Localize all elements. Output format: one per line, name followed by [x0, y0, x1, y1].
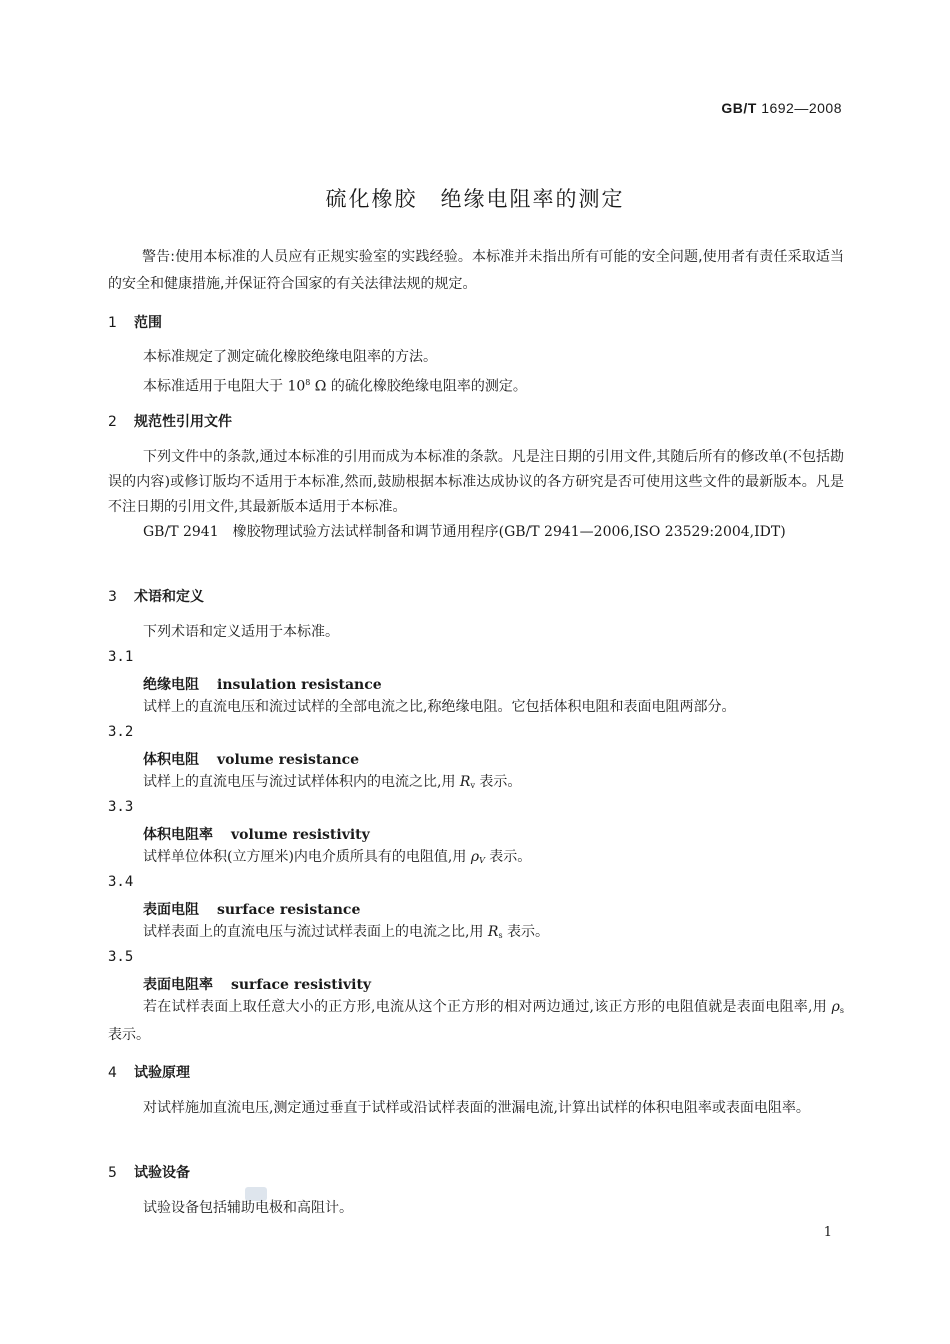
symbol-subscript: s [839, 1006, 844, 1015]
paragraph: 本标准适用于电阻大于 $10^8$ Ω 的硫化橡胶绝缘电阻率的测定。 [143, 378, 527, 395]
page-number: 1 [823, 1225, 832, 1240]
term-entry [143, 974, 371, 994]
term-definition: 试样上的直流电压与流过试样体积内的电流之比,用 Rv 表示。 [143, 774, 522, 790]
term-entry [143, 674, 382, 694]
section-number: 5 [108, 1165, 117, 1181]
subsection-number: 3.4 [108, 874, 134, 890]
subsection-number: 3.5 [108, 949, 134, 965]
section-number: 1 [108, 315, 117, 331]
paragraph: 下列文件中的条款,通过本标准的引用而成为本标准的条款。凡是注日期的引用文件,其随后所有的修改单(不包括勘误的内容)或修订版均不适用于本标准,然而,鼓励根据本标准达成协议的各方研究是否可使用这些文件的最新版本。凡是不注日期的引用文件,其最新版本适用于本标准。 [108, 449, 844, 515]
section-heading-2 [108, 411, 232, 431]
section-heading-1 [108, 312, 162, 332]
term-zh: 体积电阻率 [143, 827, 213, 843]
standard-prefix: GB/T [721, 100, 757, 116]
section-title: 术语和定义 [134, 589, 204, 605]
warning-paragraph: 警告:使用本标准的人员应有正规实验室的实践经验。本标准并未指出所有可能的安全问题,使用者有责任采取适当的安全和健康措施,并保证符合国家的有关法律法规的规定。 [108, 249, 844, 292]
term-zh: 表面电阻率 [143, 977, 213, 993]
paragraph: 试验设备包括辅助电极和高阻计。 [143, 1200, 353, 1216]
section-number: 3 [108, 589, 117, 605]
term-entry [143, 899, 360, 919]
section-heading-3 [108, 586, 204, 606]
symbol-subscript: s [498, 931, 503, 940]
section-title: 试验原理 [134, 1065, 190, 1081]
section-title: 规范性引用文件 [134, 414, 232, 430]
term-zh: 表面电阻 [143, 902, 199, 918]
subsection-number: 3.3 [108, 799, 134, 815]
term-en: surface resistance [217, 902, 361, 918]
section-title: 试验设备 [134, 1165, 190, 1181]
term-definition: 若在试样表面上取任意大小的正方形,电流从这个正方形的相对两边通过,该正方形的电阻值就是表面电阻率,用 ρs 表示。 [108, 999, 844, 1043]
term-definition: 试样单位体积(立方厘米)内电介质所具有的电阻值,用 ρV 表示。 [143, 849, 532, 865]
standard-code: 1692—2008 [761, 100, 842, 116]
term-definition: 试样表面上的直流电压与流过试样表面上的电流之比,用 Rs 表示。 [143, 924, 550, 940]
symbol: R [459, 774, 471, 790]
term-zh: 绝缘电阻 [143, 677, 199, 693]
section-title: 范围 [134, 315, 162, 331]
term-en: volume resistivity [231, 827, 370, 843]
term-definition: 试样上的直流电压和流过试样的全部电流之比,称绝缘电阻。它包括体积电阻和表面电阻两部分。 [143, 699, 736, 715]
section-number: 2 [108, 414, 117, 430]
subsection-number: 3.2 [108, 724, 134, 740]
paragraph: 下列术语和定义适用于本标准。 [143, 624, 339, 640]
symbol: ρ [470, 849, 480, 865]
term-entry [143, 749, 359, 769]
section-number: 4 [108, 1065, 117, 1081]
term-en: insulation resistance [217, 677, 382, 693]
section-heading-5 [108, 1162, 190, 1182]
superscript: 8 [305, 378, 311, 387]
term-en: volume resistance [217, 752, 360, 768]
standard-number [721, 100, 842, 116]
symbol: R [487, 924, 499, 940]
section-heading-4 [108, 1062, 190, 1082]
symbol-subscript: V [479, 856, 485, 865]
reference-item: GB/T 2941 橡胶物理试验方法试样制备和调节通用程序(GB/T 2941—2006,ISO 23529:2004,IDT) [143, 524, 786, 540]
term-entry [143, 824, 370, 844]
paragraph: 对试样施加直流电压,测定通过垂直于试样或沿试样表面的泄漏电流,计算出试样的体积电阻率或表面电阻率。 [143, 1100, 810, 1116]
symbol-subscript: v [470, 781, 475, 790]
paragraph: 本标准规定了测定硫化橡胶绝缘电阻率的方法。 [143, 349, 437, 365]
page-title: 硫化橡胶 绝缘电阻率的测定 [325, 187, 625, 211]
term-zh: 体积电阻 [143, 752, 199, 768]
symbol: ρ [831, 999, 840, 1015]
term-en: surface resistivity [231, 977, 372, 993]
subsection-number: 3.1 [108, 649, 134, 665]
